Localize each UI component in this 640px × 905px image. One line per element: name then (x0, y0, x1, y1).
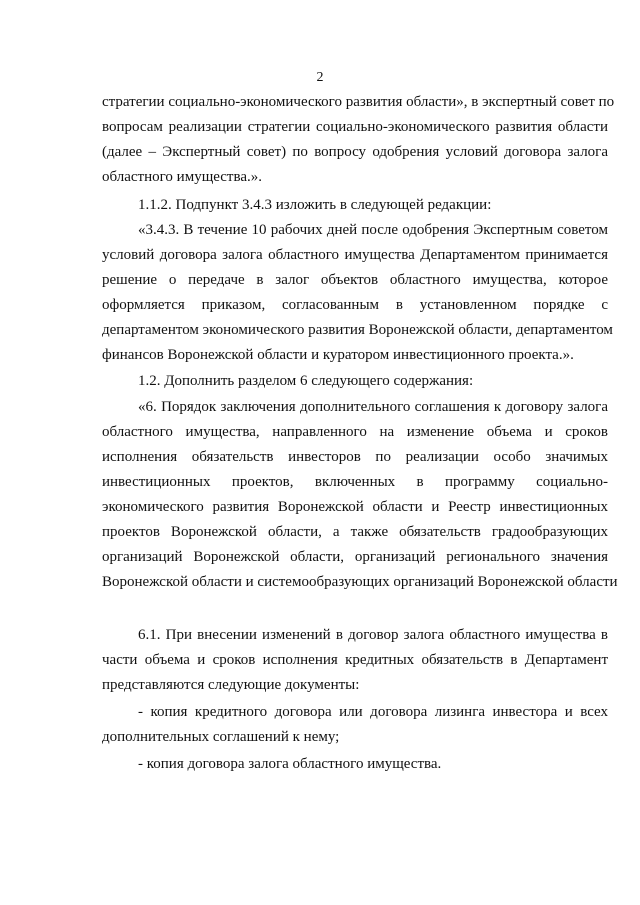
text-line: - копия кредитного договора или договора лизинга инвестора и всех (138, 704, 608, 720)
text-line: оформляется приказом, согласованным в установленном порядке с (102, 297, 608, 313)
text-line: (далее – Экспертный совет) по вопросу одобрения условий договора залога (102, 144, 608, 160)
text-line: части объема и сроков исполнения кредитных обязательств в Департамент (102, 652, 608, 668)
paragraph-3-4-3 (102, 218, 613, 368)
text-line: 1.2. Дополнить разделом 6 следующего содержания: (138, 373, 474, 389)
text-line: 6.1. При внесении изменений в договор залога областного имущества в (138, 627, 608, 643)
text-line: условий договора залога областного имущества Департаментом принимается (102, 247, 608, 263)
text-line: экономического развития Воронежской области и Реестр инвестиционных (102, 499, 608, 515)
text-line: проектов Воронежской области, а также обязательств градообразующих (102, 524, 608, 540)
list-item-pledge-contract (102, 752, 608, 777)
text-line: департаментом экономического развития Воронежской области, департаментом (102, 322, 613, 338)
paragraph-1-1-2 (102, 193, 608, 218)
paragraph-6-1 (102, 623, 608, 698)
text-line: «3.4.3. В течение 10 рабочих дней после одобрения Экспертным советом (138, 222, 608, 238)
text-line: представляются следующие документы: (102, 677, 360, 693)
text-line: - копия договора залога областного имущества. (138, 756, 442, 772)
paragraph-continuation (102, 90, 615, 190)
text-line: организаций Воронежской области, организаций регионального значения (102, 549, 608, 565)
text-line: стратегии социально-экономического развития области», в экспертный совет по (102, 94, 615, 110)
text-line: решение о передаче в залог объектов областного имущества, которое (102, 272, 608, 288)
text-line: областного имущества, направленного на изменение объема и сроков (102, 424, 608, 440)
text-line: вопросам реализации стратегии социально-экономического развития области (102, 119, 608, 135)
list-item-credit-contract (102, 700, 608, 750)
text-line: инвестиционных проектов, включенных в программу социально- (102, 474, 608, 490)
text-line: исполнения обязательств инвесторов по реализации особо значимых (102, 449, 608, 465)
paragraph-1-2 (102, 369, 608, 394)
text-line: Воронежской области и системообразующих организаций Воронежской области (102, 574, 618, 590)
page-number: 2 (316, 70, 324, 85)
section-6-heading (102, 395, 618, 595)
text-line: дополнительных соглашений к нему; (102, 729, 340, 745)
text-line: 1.1.2. Подпункт 3.4.3 изложить в следующей редакции: (138, 197, 492, 213)
text-line: областного имущества.». (102, 169, 263, 185)
text-line: финансов Воронежской области и куратором инвестиционного проекта.». (102, 347, 574, 363)
text-line: «6. Порядок заключения дополнительного соглашения к договору залога (138, 399, 608, 415)
